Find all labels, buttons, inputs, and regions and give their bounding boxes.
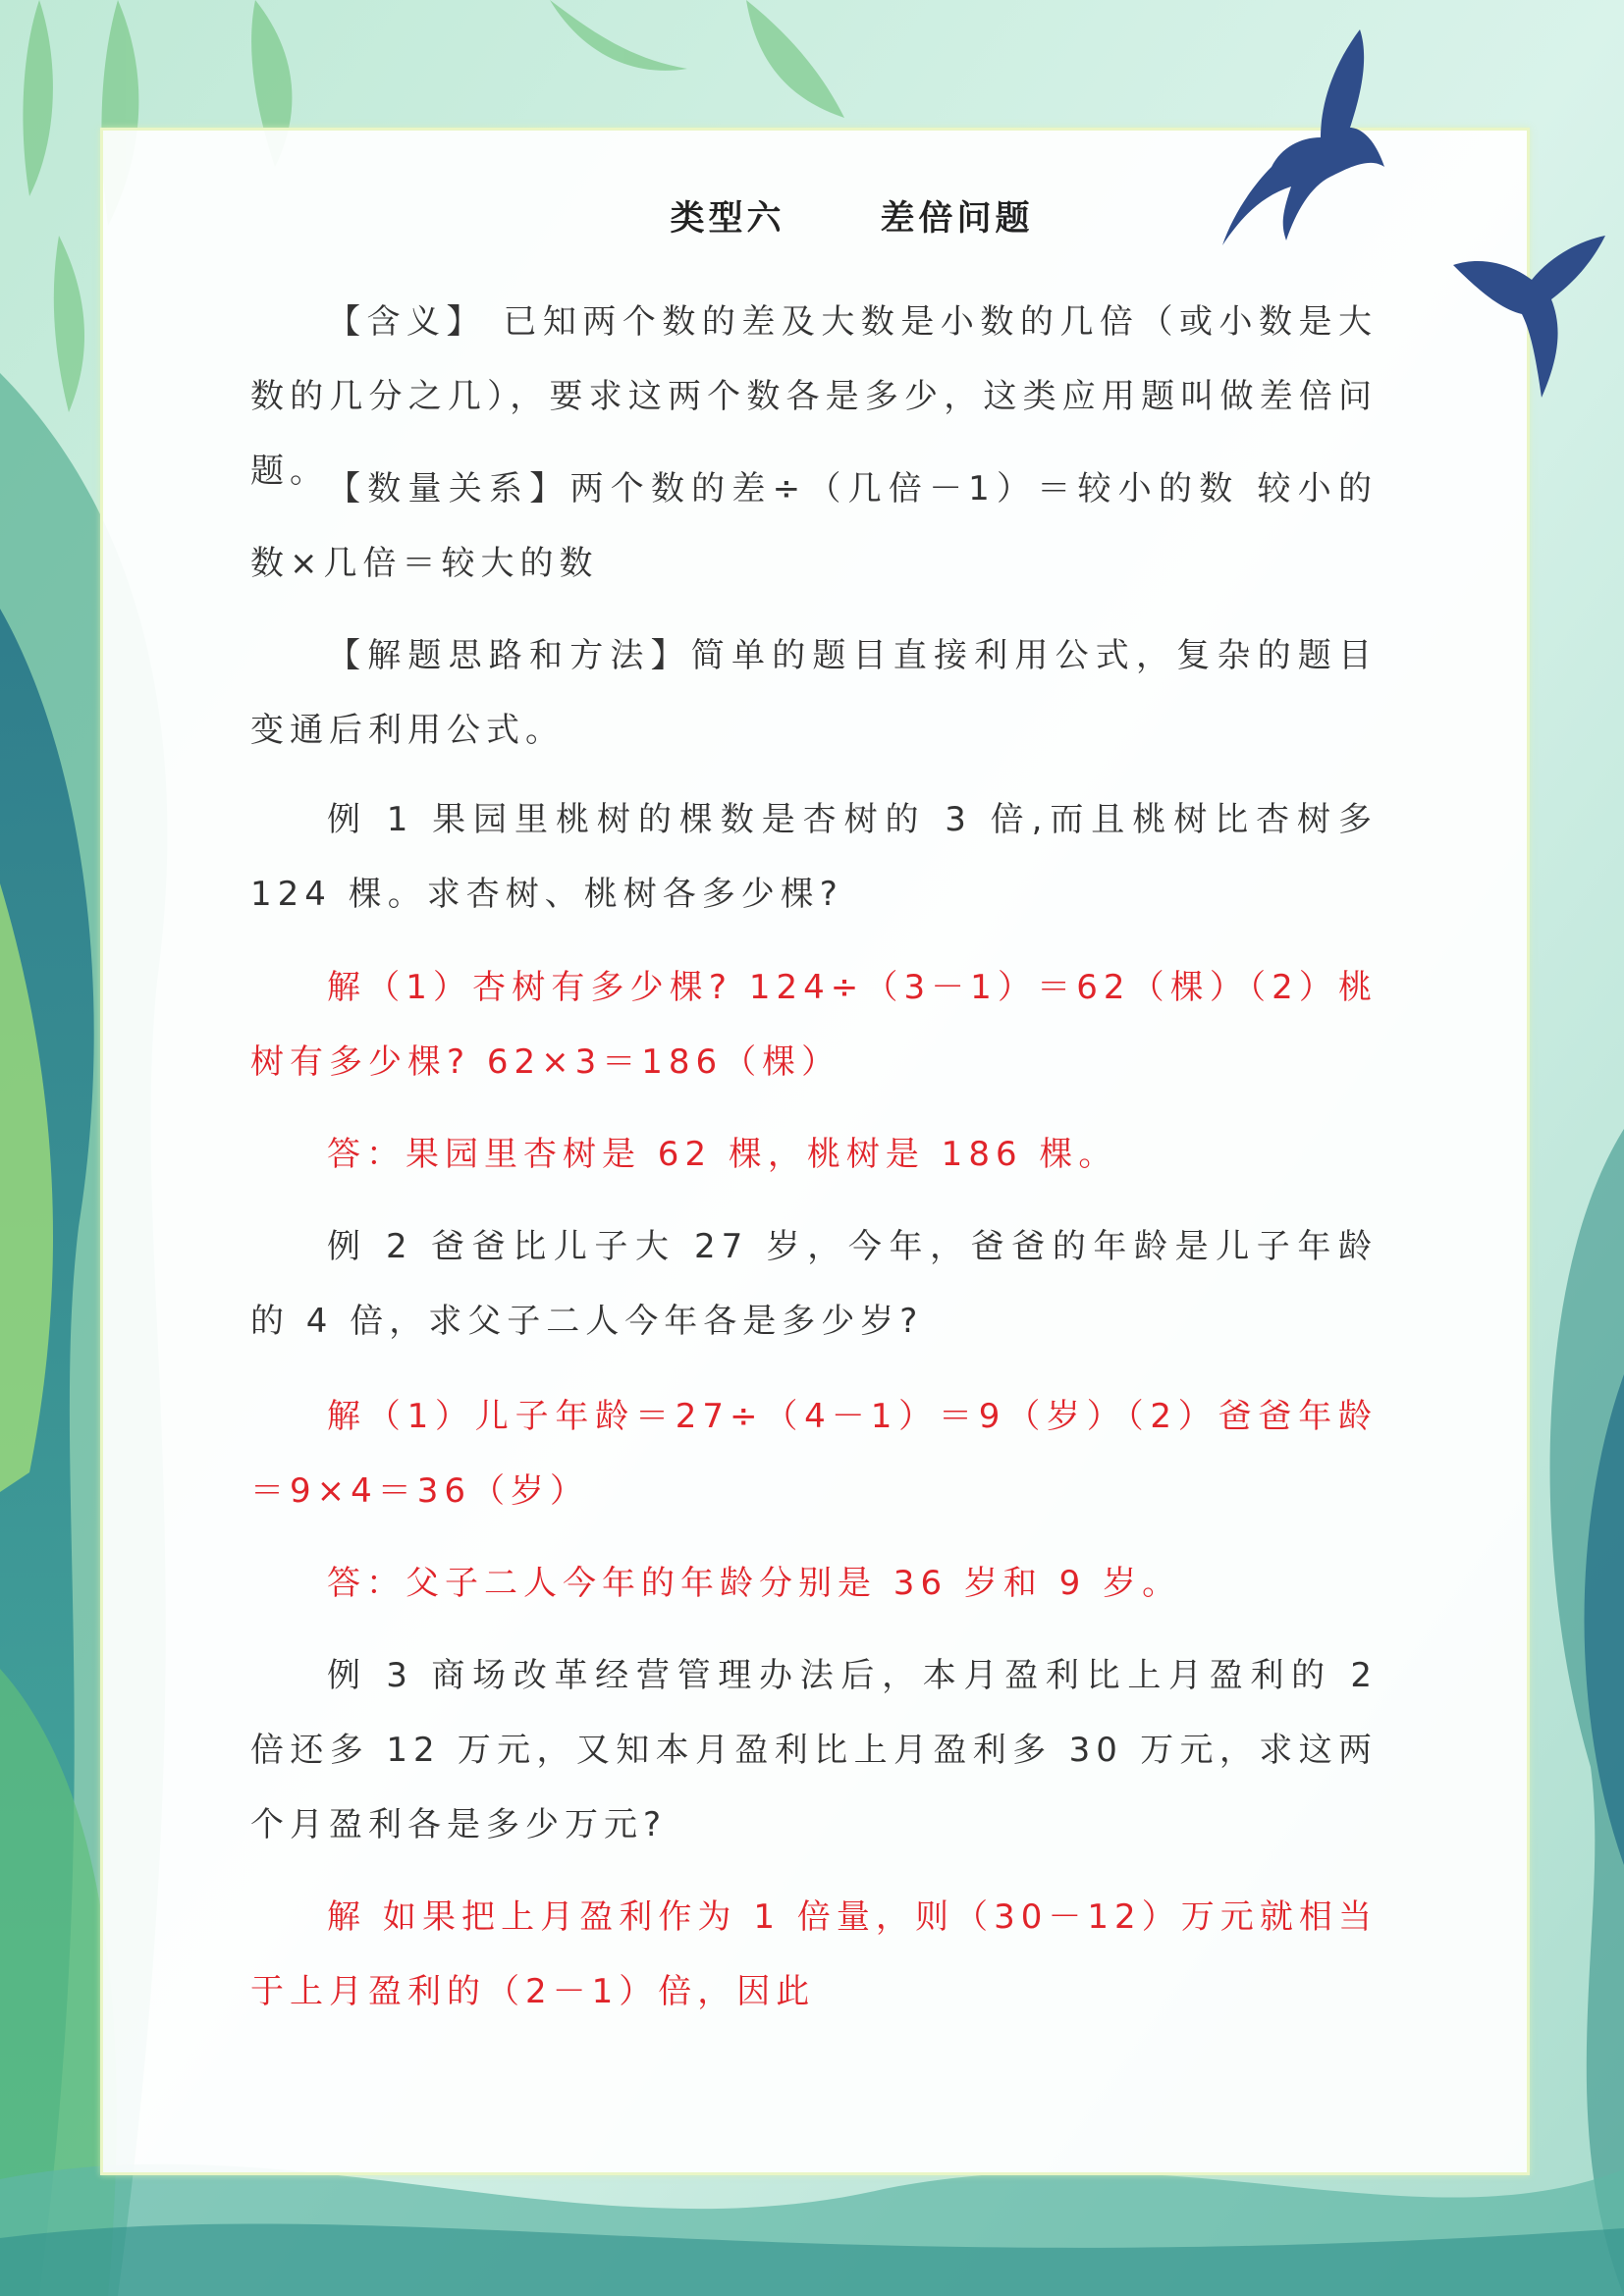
example-1-question: 例 1 果园里桃树的棵数是杏树的 3 倍,而且桃树比杏树多 124 棵。求杏树、桃树各多少棵?: [250, 800, 1378, 914]
example-2-solution: 解（1）儿子年龄＝27÷（4－1）＝9（岁）（2）爸爸年龄＝9×4＝36（岁）: [250, 1397, 1378, 1511]
example-3-solution: 解 如果把上月盈利作为 1 倍量，则（30－12）万元就相当于上月盈利的（2－1）倍，因此: [250, 1897, 1378, 2011]
example-1-answer: 答：果园里杏树是 62 棵，桃树是 186 棵。: [327, 1135, 1118, 1174]
method-paragraph: 【解题思路和方法】简单的题目直接利用公式，复杂的题目变通后利用公式。: [250, 636, 1378, 750]
example-1-solution: 解（1）杏树有多少棵? 124÷（3－1）＝62（棵）（2）桃树有多少棵? 62×3＝186（棵）: [250, 968, 1378, 1082]
meaning-paragraph: 【含义】 已知两个数的差及大数是小数的几倍（或小数是大数的几分之几），要求这两个数各是多少，这类应用题叫做差倍问题。: [250, 302, 1378, 491]
page-title: 类型六 差倍问题: [670, 199, 1034, 239]
example-2-question: 例 2 爸爸比儿子大 27 岁，今年，爸爸的年龄是儿子年龄的 4 倍，求父子二人今年各是多少岁?: [250, 1227, 1378, 1341]
swallow-icon: [1443, 226, 1610, 402]
example-2-answer: 答：父子二人今年的年龄分别是 36 岁和 9 岁。: [327, 1564, 1182, 1603]
example-3-question: 例 3 商场改革经营管理办法后，本月盈利比上月盈利的 2 倍还多 12 万元，又知本月盈利比上月盈利多 30 万元，求这两个月盈利各是多少万元?: [250, 1656, 1378, 1844]
relation-paragraph: 【数量关系】两个数的差÷（几倍－1）＝较小的数 较小的数×几倍＝较大的数: [250, 469, 1378, 583]
